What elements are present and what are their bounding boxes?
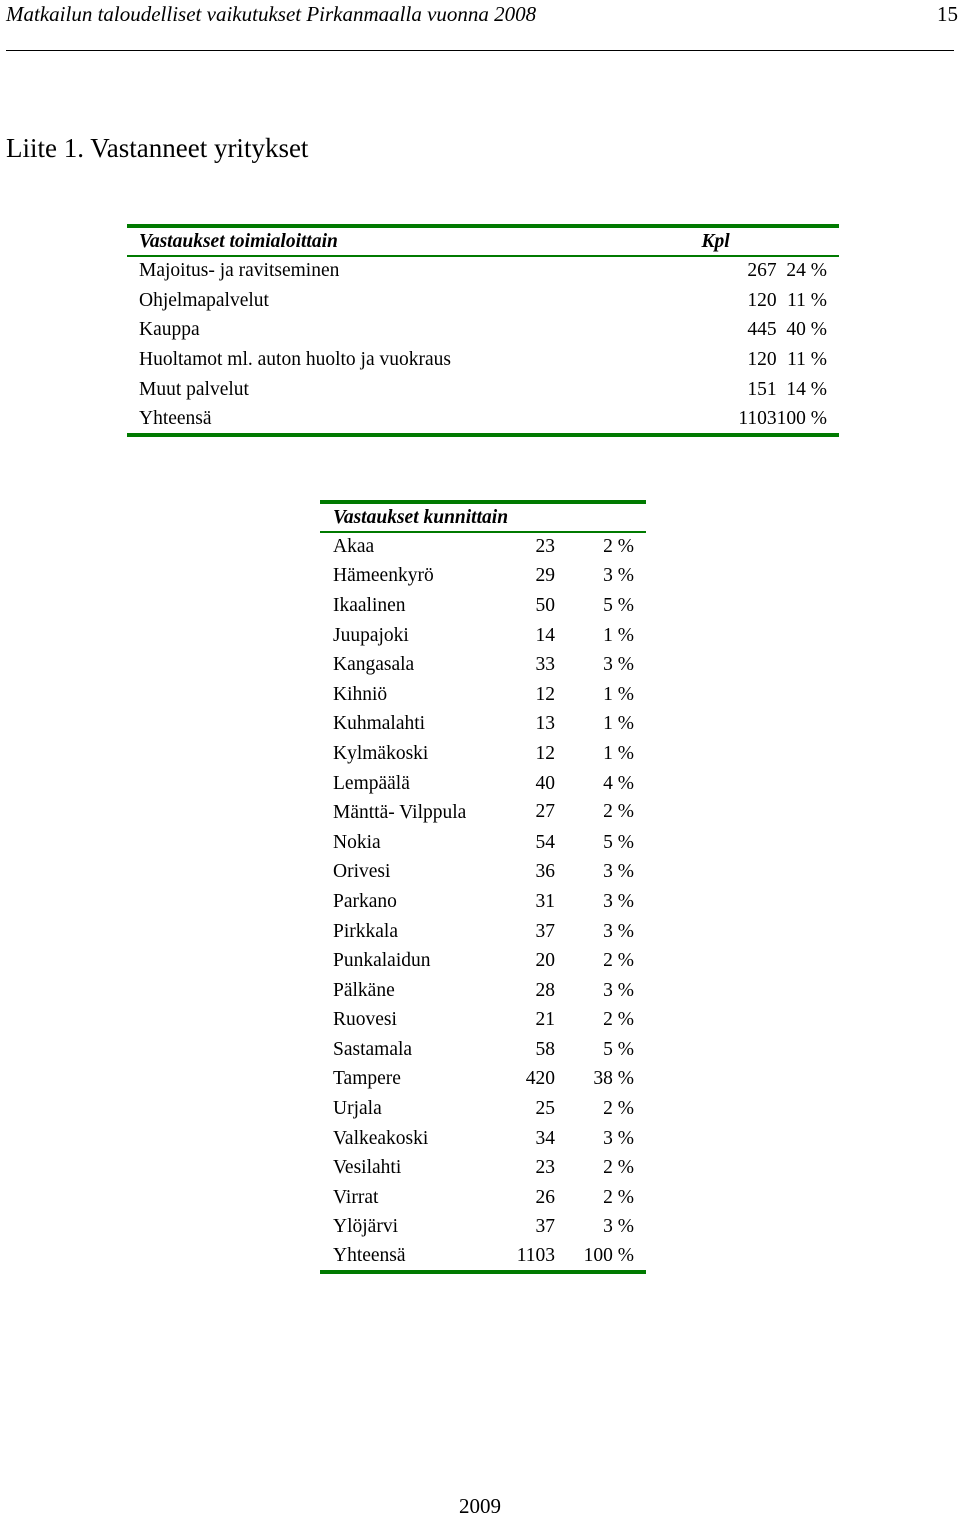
- row-label: Akaa: [333, 536, 375, 558]
- row-count: 33: [535, 654, 555, 676]
- row-share: 3 %: [603, 1127, 634, 1149]
- row-label: Muut palvelut: [139, 379, 249, 401]
- row-share: 14 %: [786, 379, 827, 401]
- table-row: [320, 1183, 646, 1213]
- row-share: 11 %: [787, 349, 827, 371]
- row-label: Hämeenkyrö: [333, 565, 434, 587]
- table-row: [320, 858, 646, 888]
- table-row: [320, 650, 646, 680]
- table-row: [320, 1124, 646, 1154]
- row-count: 34: [535, 1127, 555, 1149]
- industry-table-header: [127, 226, 839, 256]
- row-count: 27: [535, 801, 555, 823]
- row-share: 2 %: [603, 1157, 634, 1179]
- table-row: [320, 887, 646, 917]
- row-count: 151: [747, 379, 777, 401]
- row-count: 1103: [738, 407, 777, 429]
- row-label: Tampere: [333, 1068, 401, 1090]
- table-row: [127, 345, 839, 375]
- running-header: [0, 0, 960, 54]
- row-share: 5 %: [603, 594, 634, 616]
- row-label: Ylöjärvi: [333, 1216, 398, 1238]
- row-share: 3 %: [603, 654, 634, 676]
- row-share: 3 %: [603, 1216, 634, 1238]
- header-title: Matkailun taloudelliset vaikutukset Pirkanmaalla vuonna 2008: [6, 2, 537, 26]
- table-row: [127, 256, 839, 286]
- table-row: [127, 405, 839, 435]
- table-row: [127, 286, 839, 316]
- row-label: Valkeakoski: [333, 1127, 429, 1149]
- row-label: Majoitus- ja ravitseminen: [139, 260, 340, 282]
- table-row: [320, 1153, 646, 1183]
- row-share: 3 %: [603, 861, 634, 883]
- footer-year: 2009: [459, 1494, 501, 1518]
- table-row: [320, 828, 646, 858]
- row-count: 12: [535, 742, 555, 764]
- row-count: 445: [747, 319, 777, 341]
- row-share: 11 %: [787, 289, 827, 311]
- row-share: 1 %: [603, 742, 634, 764]
- row-label: Kauppa: [139, 319, 200, 341]
- municipality-header-label: Vastaukset kunnittain: [333, 506, 509, 528]
- row-share: 2 %: [603, 950, 634, 972]
- row-share: 3 %: [603, 890, 634, 912]
- row-label: Ohjelmapalvelut: [139, 289, 269, 311]
- row-share: 2 %: [603, 1009, 634, 1031]
- table-row: [127, 316, 839, 346]
- row-share: 2 %: [603, 1098, 634, 1120]
- row-count: 28: [535, 979, 555, 1001]
- municipality-table: [320, 500, 646, 1274]
- row-share: 2 %: [603, 536, 634, 558]
- row-label: Sastamala: [333, 1038, 413, 1060]
- row-share: 100 %: [776, 407, 827, 429]
- table-row: [320, 680, 646, 710]
- row-share: 1 %: [603, 624, 634, 646]
- table-row: [127, 375, 839, 405]
- row-label: Vesilahti: [333, 1157, 402, 1179]
- table-row: [320, 1065, 646, 1095]
- industry-table: [127, 224, 839, 437]
- table-row: [320, 1006, 646, 1036]
- row-share: 3 %: [603, 979, 634, 1001]
- row-label: Nokia: [333, 831, 381, 853]
- row-label: Urjala: [333, 1098, 382, 1120]
- section-heading: Liite 1. Vastanneet yritykset: [6, 133, 309, 163]
- row-label: Yhteensä: [139, 407, 212, 429]
- row-count: 29: [535, 565, 555, 587]
- row-label: Juupajoki: [333, 624, 409, 646]
- row-share: 2 %: [603, 1186, 634, 1208]
- table-row: [320, 917, 646, 947]
- table-row: [320, 976, 646, 1006]
- table-row: [320, 1094, 646, 1124]
- row-label: Kangasala: [333, 654, 415, 676]
- header-rule: [6, 50, 954, 51]
- row-share: 1 %: [603, 683, 634, 705]
- row-label: Pälkäne: [333, 979, 395, 1001]
- table-row: [320, 621, 646, 651]
- row-label: Mänttä- Vilppula: [333, 802, 467, 824]
- row-share: 38 %: [593, 1068, 634, 1090]
- row-share: 3 %: [603, 565, 634, 587]
- municipality-table-header: [320, 502, 646, 532]
- row-count: 40: [535, 772, 555, 794]
- row-share: 2 %: [603, 801, 634, 823]
- row-count: 58: [535, 1038, 555, 1060]
- row-label: Orivesi: [333, 861, 391, 883]
- row-label: Ruovesi: [333, 1009, 397, 1031]
- row-share: 5 %: [603, 831, 634, 853]
- row-count: 14: [535, 624, 555, 646]
- table-row: [320, 739, 646, 769]
- row-count: 23: [535, 1157, 555, 1179]
- industry-header-label: Vastaukset toimialoittain: [139, 230, 338, 252]
- industry-header-count: Kpl: [701, 230, 730, 252]
- row-share: 40 %: [786, 319, 827, 341]
- row-count: 23: [535, 536, 555, 558]
- row-count: 13: [535, 713, 555, 735]
- table-row: [320, 798, 646, 828]
- row-count: 1103: [516, 1245, 555, 1267]
- row-label: Pirkkala: [333, 920, 398, 942]
- row-count: 120: [747, 349, 777, 371]
- row-count: 25: [535, 1098, 555, 1120]
- industry-header-share: [777, 226, 839, 256]
- row-count: 21: [535, 1009, 555, 1031]
- row-count: 26: [535, 1186, 555, 1208]
- table-row: [320, 769, 646, 799]
- row-count: 36: [535, 861, 555, 883]
- row-label: Yhteensä: [333, 1245, 406, 1267]
- row-count: 50: [535, 594, 555, 616]
- row-label: Huoltamot ml. auton huolto ja vuokraus: [139, 349, 451, 371]
- row-share: 3 %: [603, 920, 634, 942]
- row-label: Punkalaidun: [333, 950, 431, 972]
- table-row: [320, 532, 646, 562]
- row-count: 267: [747, 260, 777, 282]
- row-count: 37: [535, 1216, 555, 1238]
- row-count: 420: [525, 1068, 555, 1090]
- row-count: 20: [535, 950, 555, 972]
- row-count: 54: [535, 831, 555, 853]
- row-share: 4 %: [603, 772, 634, 794]
- row-label: Kylmäkoski: [333, 742, 429, 764]
- page-number: 15: [937, 2, 958, 26]
- row-share: 100 %: [583, 1245, 634, 1267]
- row-count: 12: [535, 683, 555, 705]
- row-label: Kuhmalahti: [333, 713, 426, 735]
- row-share: 1 %: [603, 713, 634, 735]
- table-row: [320, 1213, 646, 1243]
- row-label: Ikaalinen: [333, 594, 406, 616]
- table-row: [320, 710, 646, 740]
- row-count: 31: [535, 890, 555, 912]
- row-share: 5 %: [603, 1038, 634, 1060]
- row-label: Kihniö: [333, 683, 388, 705]
- table-row: [320, 562, 646, 592]
- row-share: 24 %: [786, 260, 827, 282]
- industry-table-body: [127, 256, 839, 435]
- table-row: [320, 1242, 646, 1272]
- row-label: Parkano: [333, 890, 397, 912]
- table-row: [320, 591, 646, 621]
- table-row: [320, 946, 646, 976]
- row-label: Virrat: [333, 1186, 379, 1208]
- row-count: 37: [535, 920, 555, 942]
- table-row: [320, 1035, 646, 1065]
- municipality-table-body: [320, 532, 646, 1272]
- row-count: 120: [747, 289, 777, 311]
- row-label: Lempäälä: [333, 772, 410, 794]
